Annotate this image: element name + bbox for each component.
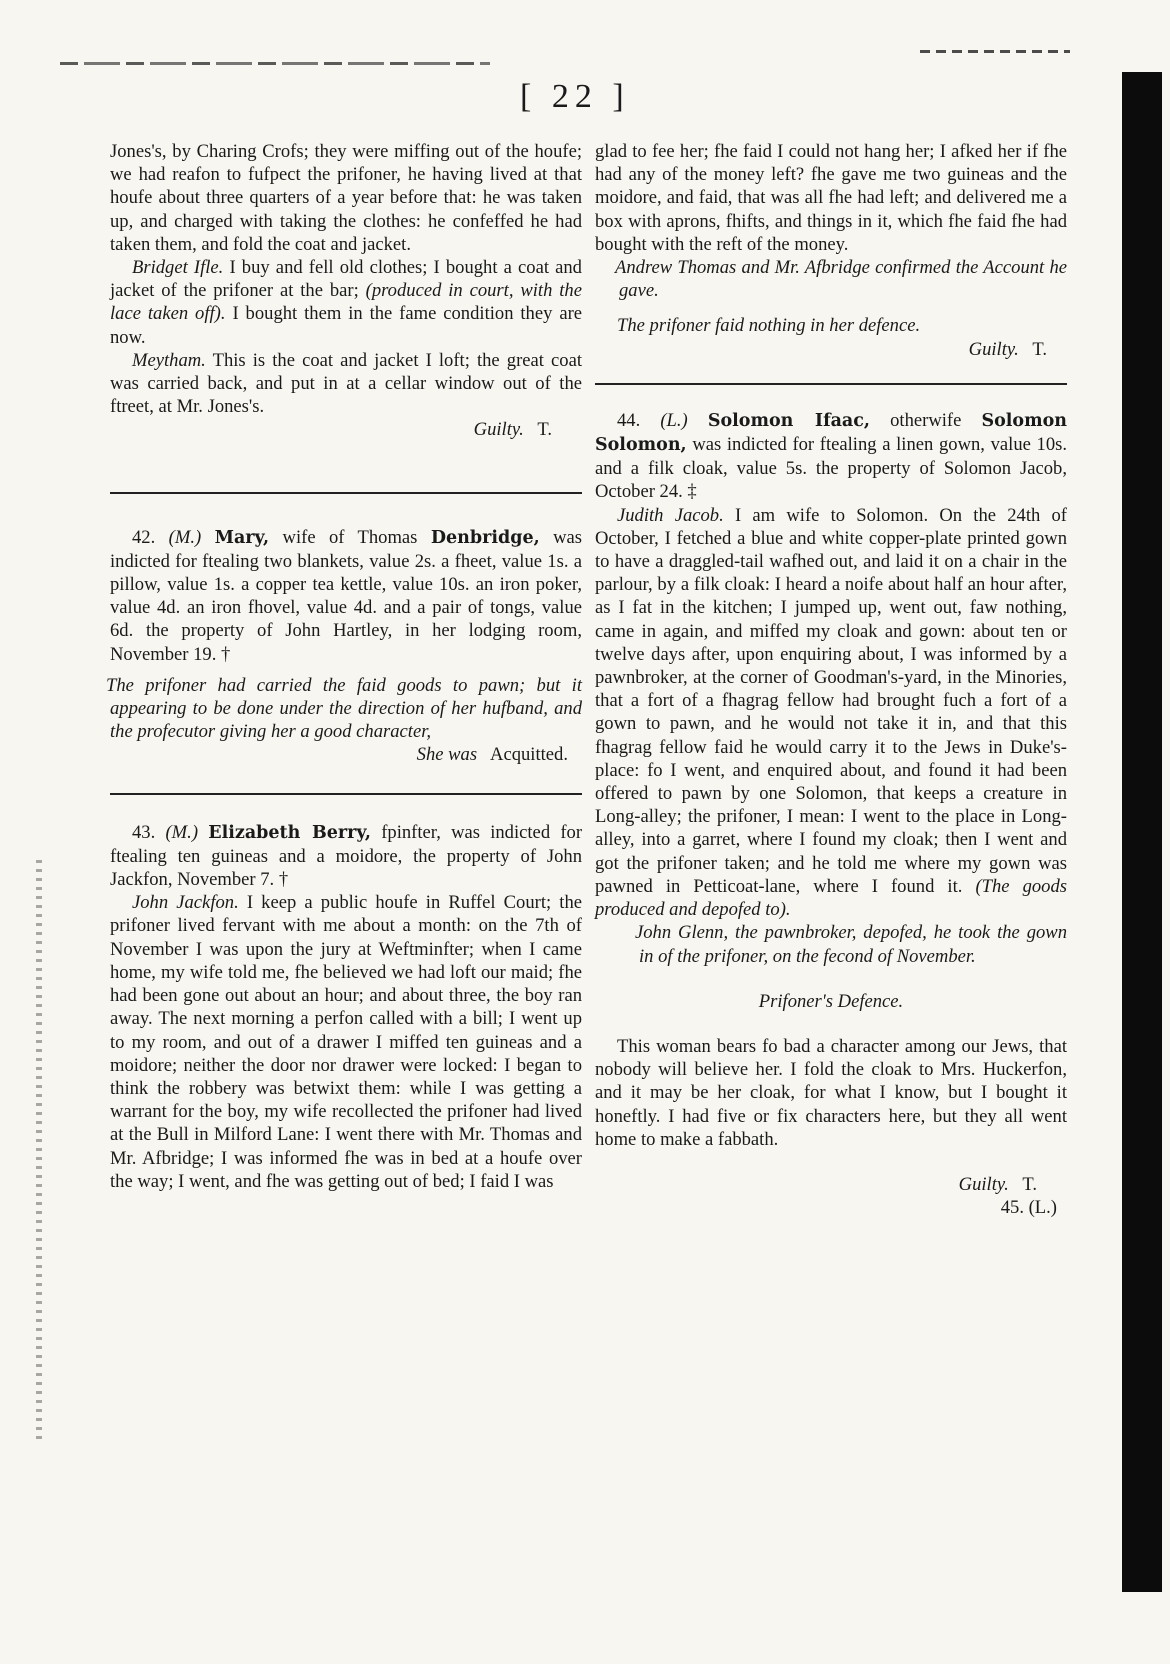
court-note: (The goods produced and depofed to). bbox=[595, 875, 1067, 921]
court-code: (M.) bbox=[168, 526, 202, 548]
verdict bbox=[595, 338, 1067, 361]
pawnbroker-note: John Glenn, the pawnbroker, depofed, he took the gown in of the prifoner, on the fecond of November. bbox=[635, 922, 1067, 967]
witness-name: Judith Jacob. bbox=[617, 504, 724, 526]
confirmation-note: Andrew Thomas and Mr. Afbridge confirmed the Account he gave. bbox=[615, 257, 1067, 302]
paragraph-continuation: Jones's, by Charing Crofs; they were miffing out of the houfe; we had reafon to fufpect the prifoner, he having lived at that houfe about three quarters of a year before that: he was taken up, and charged with taking the clothes: he confeffed he had taken them, and fold the coat and jacket. bbox=[110, 141, 582, 255]
testimony-text: I keep a public houfe in Ruffel Court; the prifoner lived fervant with me about a month: on the 7th of November I was upon the jury at Weftminfter; when I came home, my wife told me, fhe believed we had loft our maid; fhe had been gone out about an hour; and about three, the boy ran away. The next morning a perfon called with a bill; I went up to my room, and out of a drawer I miffed ten guineas and a moidore; neither the door nor drawer were locked: I began to think the robbery was betwixt them: while I was getting a warrant for the boy, my wife recollected the prifoner had lived at the Bull in Milford Lane: I went there with Mr. Thomas and Mr. Afbridge; I was informed fhe was in bed at a houfe over the way; I went, and fhe was getting out of bed; I faid I was bbox=[110, 892, 583, 1192]
paragraph-continuation: glad to fee her; fhe faid I could not hang her; I afked her if fhe had any of the money left? fhe gave me two guineas and the moidore, and faid, that was all fhe had left; and delivered me a box with aprons, fhifts, and things in it, which fhe faid fhe had bought with the reft of the money. bbox=[595, 141, 1067, 255]
verdict-letter: T. bbox=[1022, 1173, 1037, 1195]
defendant-alias: Solomon Solomon, bbox=[595, 410, 1068, 456]
page-number: [ 22 ] bbox=[520, 78, 630, 115]
case-42-note: The prifoner had carried the faid goods to pawn; but it appearing to be done under the direction of her hufband, and the profecutor giving her a good character, bbox=[106, 674, 582, 743]
verdict bbox=[595, 1173, 1067, 1196]
testimony-bridget-isle bbox=[110, 256, 582, 349]
witness-name: Bridget Ifle. bbox=[132, 257, 224, 279]
catchword: 45. (L.) bbox=[1000, 1197, 1057, 1219]
case-text: was indicted for ftealing two blankets, value 2s. a fheet, value 1s. a pillow, value 1s. a copper tea kettle, value 10s. an iron poker, value 4d. an iron fhovel, value 4d. and a pair of tongs, value 6d. the property of John Hartley, in her lodging room, November 19. † bbox=[110, 526, 582, 665]
defence-heading: Prifoner's Defence. bbox=[758, 990, 904, 1012]
verdict-word: Guilty. bbox=[473, 419, 524, 441]
defendant-name: Elizabeth Berry, bbox=[208, 822, 371, 843]
verdict-letter: T. bbox=[537, 419, 552, 441]
defendant-name: Mary, bbox=[214, 527, 270, 548]
defendant-surname: Denbridge, bbox=[430, 527, 540, 548]
case-number: 43. bbox=[132, 821, 156, 843]
testimony-judith-jacob bbox=[595, 504, 1067, 922]
verdict bbox=[110, 418, 582, 441]
case-text: was indicted for ftealing a linen gown, value 10s. and a filk cloak, value 5s. the property of Solomon Jacob, October 24. ‡ bbox=[595, 434, 1068, 503]
case-number: 42. bbox=[132, 526, 156, 548]
case-43-heading bbox=[110, 821, 582, 892]
left-column bbox=[106, 140, 583, 1193]
scan-edge-shadow bbox=[1122, 72, 1162, 1592]
witness-name: Meytham. bbox=[132, 349, 206, 371]
scan-margin-noise bbox=[36, 860, 42, 1440]
top-rule-left bbox=[60, 62, 490, 65]
defence-note: The prifoner faid nothing in her defence. bbox=[617, 315, 921, 337]
verdict-word: Guilty. bbox=[968, 338, 1019, 360]
court-code: (M.) bbox=[165, 821, 199, 843]
case-text: otherwife bbox=[890, 409, 962, 431]
testimony-text: I am wife to Solomon. On the 24th of October, I fetched a blue and white copper-plate printed gown to have a draggled-tail wafhed out, and laid it on a chair in the parlour, by a filk cloak: I heard a noife about half an hour after, as I fat in the kitchen; I jumped up, went out, faw nothing, came in again, and miffed my cloak and gown: about ten or twelve days after, upon enquiring about, I was informed by a pawnbroker, at the corner of Goodman's-yard, in the Minories, that a fort of a fhagrag fellow had brought fuch a fort of a gown to pawn, and he would not take it in, and that this fhagrag fellow faid he would carry it to the Jews in Duke's-place: fo I went, and enquired about, and found it had been offered to pawn by one Solomon, that keeps a creature in Long-alley; the prifoner, I mean: I went to the place in Long-alley, into a garret, where I found my cloak; then I went and got the prifoner taken; and he told me where my gown was pawned in Petticoat-lane, where I found it. bbox=[595, 504, 1067, 897]
testimony-text: I buy and fell old clothes; I bought a coat and jacket of the prifoner at the bar; bbox=[110, 257, 582, 302]
court-note: (produced in court, with the lace taken off). bbox=[110, 280, 582, 325]
verdict-word: Guilty. bbox=[958, 1173, 1009, 1195]
testimony-meytham bbox=[110, 349, 582, 419]
testimony-text: This is the coat and jacket I loft; the great coat was carried back, and put in at a cellar window out of the ftreet, at Mr. Jones's. bbox=[110, 349, 582, 418]
verdict-letter: T. bbox=[1032, 338, 1047, 360]
court-code: (L.) bbox=[660, 409, 688, 431]
verdict-prefix: She was bbox=[416, 744, 478, 766]
case-text: fpinfter, was indicted for ftealing ten guineas and a moidore, the property of John Jackfon, November 7. † bbox=[110, 821, 583, 891]
verdict-word: Acquitted. bbox=[490, 744, 568, 766]
verdict bbox=[110, 743, 582, 766]
witness-name: John Jackfon. bbox=[132, 892, 239, 914]
testimony-john-jackson bbox=[110, 891, 582, 1193]
right-column bbox=[595, 140, 1067, 1219]
defence-text: This woman bears fo bad a character among our Jews, that nobody will believe her. I fold the cloak to Mrs. Huckerfon, and it may be her cloak, for what I know, but I bought it honeftly. I had five or fix characters here, but they all went home to make a fabbath. bbox=[595, 1035, 1067, 1150]
defendant-name: Solomon Ifaac, bbox=[707, 410, 871, 431]
case-42-heading bbox=[110, 526, 582, 666]
case-text: wife of Thomas bbox=[282, 526, 418, 548]
top-rule-right bbox=[920, 50, 1070, 53]
testimony-text: I bought them in the fame condition they are now. bbox=[110, 303, 583, 348]
case-number: 44. bbox=[617, 409, 641, 431]
case-44-heading bbox=[595, 409, 1067, 504]
